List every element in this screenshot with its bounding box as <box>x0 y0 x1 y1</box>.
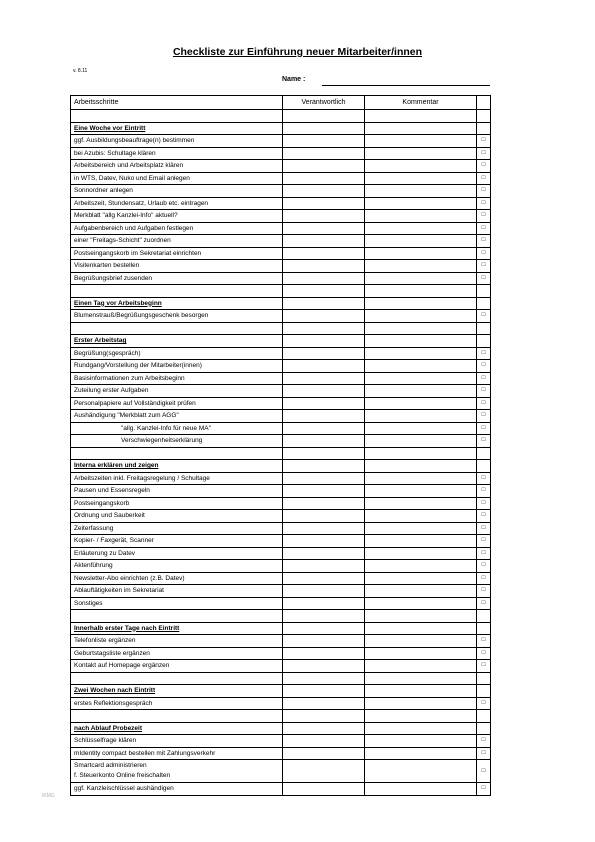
comment-cell[interactable] <box>365 110 477 123</box>
comment-cell[interactable] <box>365 360 477 373</box>
comment-cell[interactable] <box>365 760 477 783</box>
comment-cell[interactable] <box>365 572 477 585</box>
task-label: Telefonliste ergänzen <box>71 635 283 648</box>
empty-cell <box>477 322 491 335</box>
task-label: Sonstiges <box>71 597 283 610</box>
checkbox[interactable]: □ <box>477 435 491 448</box>
task-label: Sonnordner anlegen <box>71 185 283 198</box>
responsible-cell[interactable] <box>283 497 365 510</box>
empty-cell <box>477 460 491 473</box>
comment-cell[interactable] <box>365 122 477 135</box>
task-label: Merkblatt "allg Kanzlei-Info" aktuell? <box>71 210 283 223</box>
section-heading: Zwei Wochen nach Eintritt <box>71 685 283 698</box>
comment-cell[interactable] <box>365 747 477 760</box>
responsible-cell[interactable] <box>283 747 365 760</box>
task-label: mIdentity compact bestellen mit Zahlungsverkehr <box>71 747 283 760</box>
comment-cell[interactable] <box>365 722 477 735</box>
table-row <box>71 535 491 548</box>
checkbox[interactable]: □ <box>477 185 491 198</box>
table-row <box>71 572 491 585</box>
col-header-comment: Kommentar <box>365 96 477 110</box>
section-row <box>71 335 491 348</box>
table-row <box>71 385 491 398</box>
task-label: Arbeitsbereich und Arbeitsplatz klären <box>71 160 283 173</box>
comment-cell[interactable] <box>365 335 477 348</box>
empty-cell <box>477 447 491 460</box>
checkbox[interactable]: □ <box>477 697 491 710</box>
task-label: Kontakt auf Homepage ergänzen <box>71 660 283 673</box>
checkbox[interactable]: □ <box>477 272 491 285</box>
comment-cell[interactable] <box>365 472 477 485</box>
task-label: Kopier- / Faxgerät, Scanner <box>71 535 283 548</box>
responsible-cell[interactable] <box>283 447 365 460</box>
responsible-cell[interactable] <box>283 697 365 710</box>
responsible-cell[interactable] <box>283 685 365 698</box>
responsible-cell[interactable] <box>283 597 365 610</box>
task-label: Pausen und Essensregeln <box>71 485 283 498</box>
checkbox[interactable]: □ <box>477 360 491 373</box>
comment-cell[interactable] <box>365 185 477 198</box>
responsible-cell[interactable] <box>283 422 365 435</box>
checkbox[interactable]: □ <box>477 310 491 323</box>
table-row <box>71 472 491 485</box>
responsible-cell[interactable] <box>283 435 365 448</box>
table-row <box>71 135 491 148</box>
name-field[interactable] <box>322 85 490 86</box>
comment-cell[interactable] <box>365 447 477 460</box>
task-label: Visitenkarten bestellen <box>71 260 283 273</box>
blank-row <box>71 447 491 460</box>
table-row <box>71 185 491 198</box>
comment-cell[interactable] <box>365 310 477 323</box>
responsible-cell[interactable] <box>283 472 365 485</box>
checkbox[interactable]: □ <box>477 497 491 510</box>
responsible-cell[interactable] <box>283 360 365 373</box>
responsible-cell[interactable] <box>283 397 365 410</box>
comment-cell[interactable] <box>365 597 477 610</box>
responsible-cell[interactable] <box>283 485 365 498</box>
checkbox[interactable]: □ <box>477 735 491 748</box>
comment-cell[interactable] <box>365 347 477 360</box>
comment-cell[interactable] <box>365 435 477 448</box>
responsible-cell[interactable] <box>283 347 365 360</box>
task-label: Personalpapiere auf Vollständigkeit prüfen <box>71 397 283 410</box>
responsible-cell[interactable] <box>283 610 365 623</box>
comment-cell[interactable] <box>365 385 477 398</box>
responsible-cell[interactable] <box>283 672 365 685</box>
empty-cell <box>477 110 491 123</box>
task-label: Ordnung und Sauberkeit <box>71 510 283 523</box>
comment-cell[interactable] <box>365 272 477 285</box>
checkbox[interactable]: □ <box>477 172 491 185</box>
comment-cell[interactable] <box>365 635 477 648</box>
table-row <box>71 222 491 235</box>
responsible-cell[interactable] <box>283 722 365 735</box>
responsible-cell[interactable] <box>283 210 365 223</box>
comment-cell[interactable] <box>365 522 477 535</box>
comment-cell[interactable] <box>365 783 477 796</box>
task-label <box>71 760 283 783</box>
table-row <box>71 760 491 783</box>
table-row <box>71 647 491 660</box>
task-label: Zuteilung erster Aufgaben <box>71 385 283 398</box>
responsible-cell[interactable] <box>283 122 365 135</box>
checkbox[interactable]: □ <box>477 647 491 660</box>
checkbox[interactable]: □ <box>477 522 491 535</box>
table-row <box>71 347 491 360</box>
col-header-check <box>477 96 491 110</box>
task-label: Rundgang/Vorstellung der Mitarbeiter(innen) <box>71 360 283 373</box>
comment-cell[interactable] <box>365 710 477 723</box>
empty-cell <box>477 285 491 298</box>
task-label: Verschwiegenheitserklärung <box>71 435 283 448</box>
checkbox[interactable]: □ <box>477 760 491 783</box>
table-row <box>71 172 491 185</box>
responsible-cell[interactable] <box>283 160 365 173</box>
empty-cell <box>477 710 491 723</box>
task-label: Arbeitszeiten inkl. Freitagsregelung / Schultage <box>71 472 283 485</box>
empty-cell <box>477 335 491 348</box>
task-label: bei Azubis: Schultage klären <box>71 147 283 160</box>
checkbox[interactable]: □ <box>477 485 491 498</box>
task-label: Schlüsselfrage klären <box>71 735 283 748</box>
checkbox[interactable]: □ <box>477 247 491 260</box>
comment-cell[interactable] <box>365 297 477 310</box>
task-label: Begrüßung(sgespräch) <box>71 347 283 360</box>
task-label: Postseingangskorb im Sekretariat einrichten <box>71 247 283 260</box>
empty-cell <box>477 685 491 698</box>
comment-cell[interactable] <box>365 647 477 660</box>
comment-cell[interactable] <box>365 672 477 685</box>
responsible-cell[interactable] <box>283 197 365 210</box>
version-label: v. 8.11 <box>73 68 88 74</box>
comment-cell[interactable] <box>365 685 477 698</box>
checkbox[interactable]: □ <box>477 747 491 760</box>
table-row <box>71 397 491 410</box>
checkbox[interactable]: □ <box>477 160 491 173</box>
responsible-cell[interactable] <box>283 235 365 248</box>
comment-cell[interactable] <box>365 160 477 173</box>
empty-cell <box>477 122 491 135</box>
comment-cell[interactable] <box>365 460 477 473</box>
table-row <box>71 783 491 796</box>
task-label: erstes Reflektionsgespräch <box>71 697 283 710</box>
empty-cell <box>71 710 283 723</box>
task-label: Postseingangskorb <box>71 497 283 510</box>
comment-cell[interactable] <box>365 660 477 673</box>
section-row <box>71 122 491 135</box>
comment-cell[interactable] <box>365 697 477 710</box>
table-row <box>71 410 491 423</box>
responsible-cell[interactable] <box>283 172 365 185</box>
col-header-responsible: Verantwortlich <box>283 96 365 110</box>
empty-cell <box>477 610 491 623</box>
table-row <box>71 147 491 160</box>
table-row <box>71 747 491 760</box>
task-label: Zeiterfassung <box>71 522 283 535</box>
comment-cell[interactable] <box>365 210 477 223</box>
checkbox[interactable]: □ <box>477 572 491 585</box>
checkbox[interactable]: □ <box>477 585 491 598</box>
responsible-cell[interactable] <box>283 297 365 310</box>
section-row <box>71 722 491 735</box>
section-heading: Erster Arbeitstag <box>71 335 283 348</box>
comment-cell[interactable] <box>365 247 477 260</box>
section-heading: nach Ablauf Probezeit <box>71 722 283 735</box>
blank-row <box>71 322 491 335</box>
checkbox[interactable]: □ <box>477 222 491 235</box>
responsible-cell[interactable] <box>283 735 365 748</box>
checkbox[interactable]: □ <box>477 385 491 398</box>
responsible-cell[interactable] <box>283 335 365 348</box>
section-row <box>71 297 491 310</box>
checkbox[interactable]: □ <box>477 410 491 423</box>
responsible-cell[interactable] <box>283 547 365 560</box>
page-title: Checkliste zur Einführung neuer Mitarbeiter/innen <box>172 46 423 58</box>
section-heading: Eine Woche vor Eintritt <box>71 122 283 135</box>
section-row <box>71 622 491 635</box>
responsible-cell[interactable] <box>283 222 365 235</box>
comment-cell[interactable] <box>365 197 477 210</box>
responsible-cell[interactable] <box>283 522 365 535</box>
comment-cell[interactable] <box>365 422 477 435</box>
responsible-cell[interactable] <box>283 783 365 796</box>
table-row <box>71 735 491 748</box>
responsible-cell[interactable] <box>283 260 365 273</box>
task-label: Newsletter-Abo einrichten (z.B. Datev) <box>71 572 283 585</box>
empty-cell <box>71 672 283 685</box>
comment-cell[interactable] <box>365 147 477 160</box>
checkbox[interactable]: □ <box>477 147 491 160</box>
empty-cell <box>477 622 491 635</box>
comment-cell[interactable] <box>365 135 477 148</box>
responsible-cell[interactable] <box>283 510 365 523</box>
empty-cell <box>71 285 283 298</box>
responsible-cell[interactable] <box>283 310 365 323</box>
task-label-line: f. Steuerkonto Online freischalten <box>74 772 171 779</box>
responsible-cell[interactable] <box>283 247 365 260</box>
comment-cell[interactable] <box>365 397 477 410</box>
checkbox[interactable]: □ <box>477 260 491 273</box>
comment-cell[interactable] <box>365 285 477 298</box>
comment-cell[interactable] <box>365 535 477 548</box>
table-row <box>71 697 491 710</box>
comment-cell[interactable] <box>365 222 477 235</box>
responsible-cell[interactable] <box>283 185 365 198</box>
table-row <box>71 272 491 285</box>
task-label: ggf. Kanzleischlüssel aushändigen <box>71 783 283 796</box>
checkbox[interactable]: □ <box>477 560 491 573</box>
section-heading: Einen Tag vor Arbeitsbeginn <box>71 297 283 310</box>
table-row <box>71 522 491 535</box>
checkbox[interactable]: □ <box>477 635 491 648</box>
responsible-cell[interactable] <box>283 110 365 123</box>
table-row <box>71 260 491 273</box>
task-label: Begrüßungsbrief zusenden <box>71 272 283 285</box>
section-row <box>71 685 491 698</box>
responsible-cell[interactable] <box>283 572 365 585</box>
responsible-cell[interactable] <box>283 647 365 660</box>
section-row <box>71 460 491 473</box>
blank-row <box>71 110 491 123</box>
table-row <box>71 435 491 448</box>
responsible-cell[interactable] <box>283 322 365 335</box>
comment-cell[interactable] <box>365 235 477 248</box>
checkbox[interactable]: □ <box>477 510 491 523</box>
table-row <box>71 635 491 648</box>
table-row <box>71 560 491 573</box>
empty-cell <box>71 447 283 460</box>
responsible-cell[interactable] <box>283 410 365 423</box>
responsible-cell[interactable] <box>283 147 365 160</box>
task-label: Erläuterung zu Datev <box>71 547 283 560</box>
comment-cell[interactable] <box>365 410 477 423</box>
blank-row <box>71 710 491 723</box>
task-label: ggf. Ausbildungsbeauftrage(n) bestimmen <box>71 135 283 148</box>
responsible-cell[interactable] <box>283 135 365 148</box>
blank-row <box>71 672 491 685</box>
empty-cell <box>477 297 491 310</box>
comment-cell[interactable] <box>365 172 477 185</box>
checkbox[interactable]: □ <box>477 783 491 796</box>
table-row <box>71 247 491 260</box>
responsible-cell[interactable] <box>283 460 365 473</box>
empty-cell <box>71 610 283 623</box>
table-row <box>71 210 491 223</box>
section-heading: Innerhalb erster Tage nach Eintritt <box>71 622 283 635</box>
responsible-cell[interactable] <box>283 585 365 598</box>
comment-cell[interactable] <box>365 547 477 560</box>
checkbox[interactable]: □ <box>477 472 491 485</box>
table-row <box>71 497 491 510</box>
checkbox[interactable]: □ <box>477 660 491 673</box>
task-label: einer "Freitags-Schicht" zuordnen <box>71 235 283 248</box>
blank-row <box>71 610 491 623</box>
responsible-cell[interactable] <box>283 622 365 635</box>
checkbox[interactable]: □ <box>477 397 491 410</box>
checkbox[interactable]: □ <box>477 135 491 148</box>
table-row <box>71 160 491 173</box>
empty-cell <box>477 672 491 685</box>
table-header-row <box>71 96 491 110</box>
responsible-cell[interactable] <box>283 272 365 285</box>
table-row <box>71 510 491 523</box>
table-row <box>71 585 491 598</box>
task-label: Arbeitszeit, Stundensatz, Urlaub etc. eintragen <box>71 197 283 210</box>
checkbox[interactable]: □ <box>477 535 491 548</box>
responsible-cell[interactable] <box>283 372 365 385</box>
responsible-cell[interactable] <box>283 285 365 298</box>
comment-cell[interactable] <box>365 585 477 598</box>
checkbox[interactable]: □ <box>477 372 491 385</box>
checklist-table <box>70 95 491 796</box>
task-label: Basisinformationen zum Arbeitsbeginn <box>71 372 283 385</box>
name-label: Name : <box>282 76 306 83</box>
table-row <box>71 660 491 673</box>
task-label-line: Smartcard administrieren <box>74 762 147 769</box>
task-label: "allg. Kanzlei-Info für neue MA" <box>71 422 283 435</box>
responsible-cell[interactable] <box>283 710 365 723</box>
comment-cell[interactable] <box>365 610 477 623</box>
responsible-cell[interactable] <box>283 760 365 783</box>
comment-cell[interactable] <box>365 372 477 385</box>
table-row <box>71 422 491 435</box>
checkbox[interactable]: □ <box>477 210 491 223</box>
comment-cell[interactable] <box>365 322 477 335</box>
responsible-cell[interactable] <box>283 535 365 548</box>
empty-cell <box>477 722 491 735</box>
checkbox[interactable]: □ <box>477 422 491 435</box>
comment-cell[interactable] <box>365 735 477 748</box>
responsible-cell[interactable] <box>283 635 365 648</box>
checkbox[interactable]: □ <box>477 235 491 248</box>
table-row <box>71 372 491 385</box>
responsible-cell[interactable] <box>283 385 365 398</box>
table-row <box>71 235 491 248</box>
blank-row <box>71 285 491 298</box>
col-header-steps: Arbeitsschritte <box>71 96 283 110</box>
checkbox[interactable]: □ <box>477 597 491 610</box>
comment-cell[interactable] <box>365 260 477 273</box>
table-row <box>71 485 491 498</box>
comment-cell[interactable] <box>365 560 477 573</box>
comment-cell[interactable] <box>365 510 477 523</box>
responsible-cell[interactable] <box>283 560 365 573</box>
comment-cell[interactable] <box>365 497 477 510</box>
task-label: Aktenführung <box>71 560 283 573</box>
empty-cell <box>71 110 283 123</box>
section-heading: Interna erklären und zeigen <box>71 460 283 473</box>
table-row <box>71 547 491 560</box>
table-row <box>71 360 491 373</box>
footer-watermark: IKMG <box>42 793 55 799</box>
table-row <box>71 310 491 323</box>
task-label: Ablauftätigkeiten im Sekretariat <box>71 585 283 598</box>
checkbox[interactable]: □ <box>477 347 491 360</box>
task-label: Geburtstagsliste ergänzen <box>71 647 283 660</box>
empty-cell <box>71 322 283 335</box>
task-label: Blumenstrauß/Begrüßungsgeschenk besorgen <box>71 310 283 323</box>
checkbox[interactable]: □ <box>477 197 491 210</box>
table-row <box>71 197 491 210</box>
table-row <box>71 597 491 610</box>
task-label: Aushändigung "Merkblatt zum AGG" <box>71 410 283 423</box>
task-label: Aufgabenbereich und Aufgaben festlegen <box>71 222 283 235</box>
checkbox[interactable]: □ <box>477 547 491 560</box>
comment-cell[interactable] <box>365 622 477 635</box>
task-label: in WTS, Datev, Nuko und Email anlegen <box>71 172 283 185</box>
responsible-cell[interactable] <box>283 660 365 673</box>
comment-cell[interactable] <box>365 485 477 498</box>
